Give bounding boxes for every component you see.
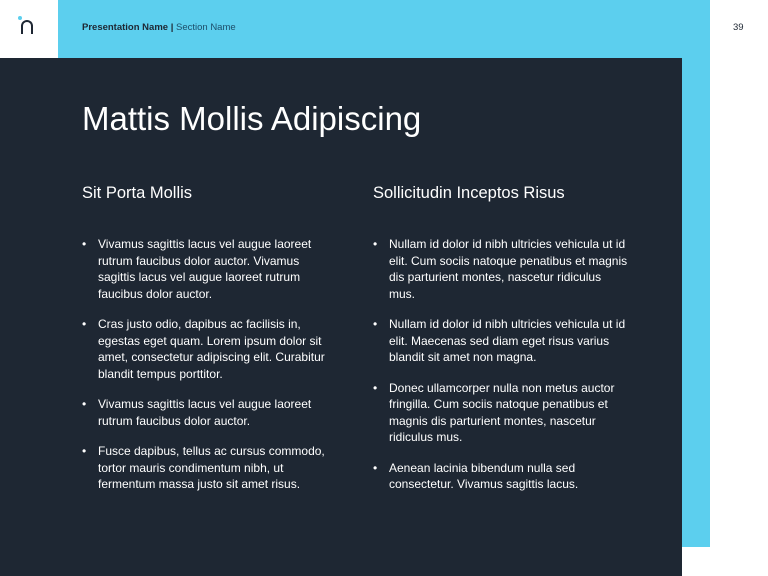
logo-dot-icon [18, 16, 22, 20]
column-heading: Sollicitudin Inceptos Risus [373, 184, 565, 202]
list-item [373, 380, 629, 446]
bullet-icon: • [373, 380, 378, 395]
list-item [82, 236, 338, 302]
slide-title: Mattis Mollis Adipiscing [82, 100, 422, 137]
list-item-text: Vivamus sagittis lacus vel augue laoreet rutrum faucibus dolor auctor. [98, 397, 312, 428]
bullet-icon: • [373, 317, 378, 331]
presentation-name: Presentation Name | [82, 22, 174, 33]
list-item [373, 460, 629, 493]
list-item-text: Vivamus sagittis lacus vel augue laoreet rutrum faucibus dolor auctor. Vivamus sagittis lacus vel augue laoreet rutrum faucibus dolor auctor. [98, 237, 312, 301]
list-item [373, 236, 629, 302]
breadcrumb [82, 22, 236, 33]
header-band [58, 0, 710, 58]
column-right [373, 184, 629, 507]
list-item-text: Donec ullamcorper nulla non metus auctor fringilla. Cum sociis natoque penatibus et magnis dis parturient montes, nascetur ridiculus mus. [389, 380, 615, 444]
list-item [82, 396, 338, 429]
n-logo-icon [21, 20, 33, 34]
bullet-icon: • [82, 444, 87, 458]
column-heading: Sit Porta Mollis [82, 184, 193, 202]
bullet-icon: • [82, 397, 87, 411]
bullet-list [373, 236, 629, 493]
bullet-icon: • [82, 237, 87, 251]
list-item [373, 316, 629, 366]
list-item [82, 316, 338, 382]
section-name: Section Name [176, 22, 236, 33]
list-item-text: Fusce dapibus, tellus ac cursus commodo, tortor mauris condimentum nibh, ut fermentum massa justo sit amet risus. [98, 444, 325, 491]
accent-side-band [682, 58, 710, 547]
page-number: 39 [733, 22, 744, 33]
bullet-icon: • [373, 237, 378, 251]
bullet-icon: • [82, 317, 87, 331]
list-item [82, 443, 338, 493]
list-item-text: Cras justo odio, dapibus ac facilisis in, egestas eget quam. Lorem ipsum dolor sit amet, consectetur adipiscing elit. Curabitur blandit tempus porttitor. [98, 317, 325, 381]
bullet-icon: • [373, 460, 378, 475]
list-item-text: Nullam id dolor id nibh ultricies vehicula ut id elit. Cum sociis natoque penatibus et magnis dis parturient montes, nascetur ridiculus mus. [389, 237, 628, 301]
list-item-text: Aenean lacinia bibendum nulla sed consectetur. Vivamus sagittis lacus. [389, 460, 579, 491]
logo [0, 0, 58, 58]
bullet-list [82, 236, 338, 493]
list-item-text: Nullam id dolor id nibh ultricies vehicula ut id elit. Maecenas sed diam eget risus varius blandit sit amet non magna. [389, 317, 626, 364]
column-left [82, 184, 338, 507]
